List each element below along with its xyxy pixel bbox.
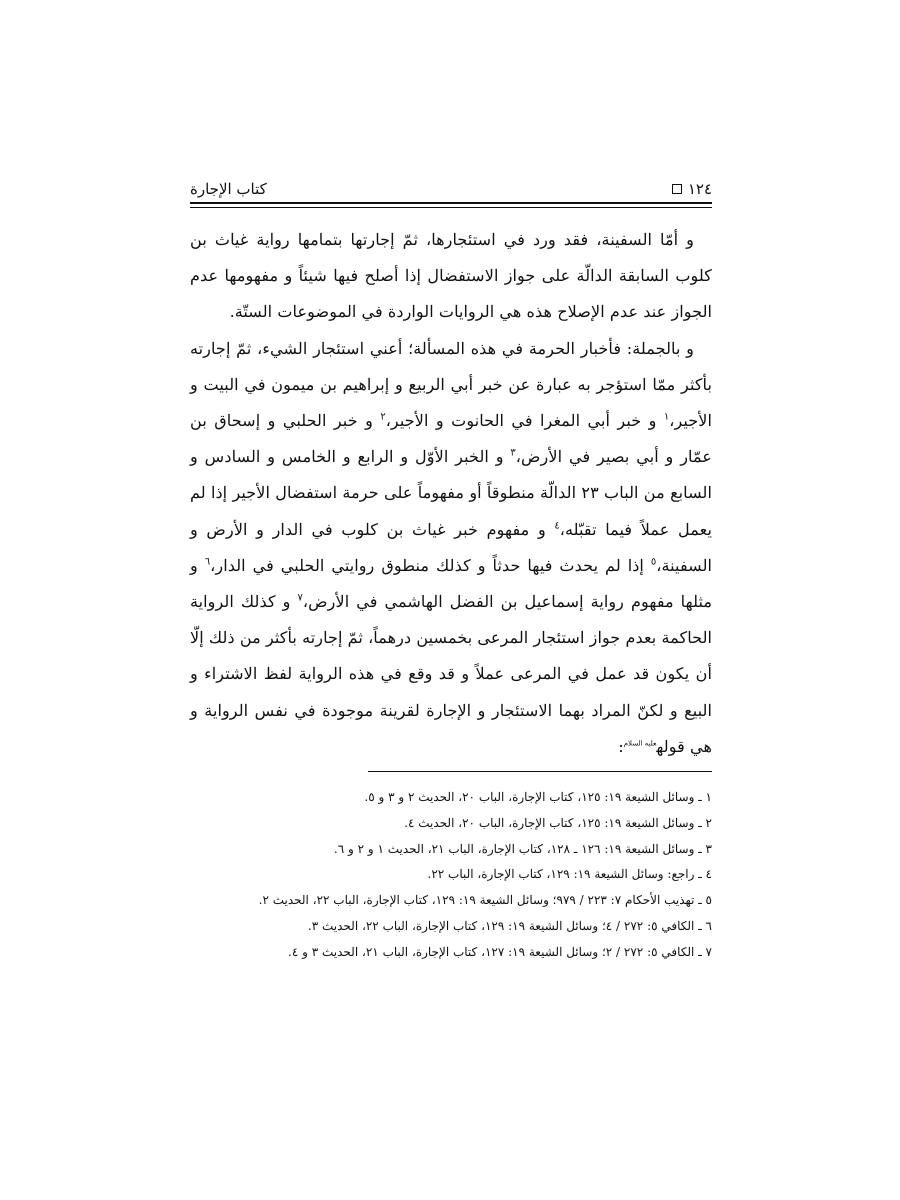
paragraph (190, 222, 712, 331)
footnote-item: ٦ ـ الكافي ٥: ٢٧٢ / ٤؛ وسائل الشيعة ١٩: ١٢٩، كتاب الإجارة، الباب ٢٢، الحديث ٣. (307, 918, 712, 933)
footnote-ref: ٢ (380, 411, 386, 423)
honorific-symbol: عليه السلام (623, 739, 657, 748)
paragraph-text: و خبر الحلبي و إسحاق بن عمّار و أبي بصير في الأرض، (190, 411, 712, 467)
main-text (190, 222, 712, 765)
footnotes (190, 785, 712, 966)
footnote-ref: ٦ (204, 556, 211, 568)
header-rule-thin (190, 207, 712, 208)
header-rule-thick (190, 202, 712, 204)
paragraph-text: و أمّا السفينة، فقد ورد في استئجارها، ثمّ إجارتها بتمامها رواية غياث بن كلوب السابقة الدالّة على جواز الاستفضال إذا أصلح فيها شيئاً و مفهومها عدم الجواز عند عدم الإصلاح هذه هي الروايات الواردة في الموضوعات الستّة. (190, 230, 712, 322)
footnote-item: ٤ ـ راجع: وسائل الشيعة ١٩: ١٢٩، كتاب الإجارة، الباب ٢٢. (427, 867, 712, 882)
footnote-item: ٣ ـ وسائل الشيعة ١٩: ١٢٦ ـ ١٢٨، كتاب الإجارة، الباب ٢١، الحديث ١ و ٢ و ٦. (333, 841, 712, 856)
page-number: ١٢٤ (687, 180, 712, 198)
paragraph-text: و الخبر الأوّل و الرابع و الخامس و السادس و السابع من الباب ٢٣ الدالّة منطوقاً أو مفهوماً على حرمة استفضال الأجير إذا لم يعمل عملاً فيما تقبّله، (190, 447, 712, 539)
footnote-ref: ٥ (650, 556, 657, 568)
footnote-ref: ٣ (510, 447, 516, 459)
paragraph-text: إذا لم يحدث فيها حدثاً و كذلك منطوق روايتي الحلبي في الدار، (210, 555, 651, 575)
footnote-ref: ٧ (297, 592, 303, 604)
footnote-separator (368, 771, 712, 772)
footnote-ref: ٤ (554, 520, 560, 532)
footnote-item: ٥ ـ تهذيب الأحكام ٧: ٢٢٣ / ٩٧٩؛ وسائل الشيعة ١٩: ١٢٩، كتاب الإجارة، الباب ٢٢، الحديث ٢. (258, 893, 712, 908)
page-header (190, 172, 712, 198)
footnote-item: ١ ـ وسائل الشيعة ١٩: ١٢٥، كتاب الإجارة، الباب ٢٠، الحديث ٢ و ٣ و ٥. (364, 790, 712, 804)
footnote-ref: ١ (663, 411, 670, 423)
paragraph-text: و خبر أبي المغرا في الحانوت و الأجير، (385, 411, 664, 431)
footnote-item: ٢ ـ وسائل الشيعة ١٩: ١٢٥، كتاب الإجارة، الباب ٢٠، الحديث ٤. (404, 815, 712, 830)
paragraph-end: : (618, 736, 624, 756)
page-number-group (672, 180, 712, 198)
book-title: كتاب الإجارة (190, 180, 267, 198)
paragraph-text: و كذلك الرواية الحاكمة بعدم جواز استئجار المرعى بخمسين درهماً، ثمّ إجارته بأكثر من ذلك إلّا أن يكون قد عمل في المرعى عملاً و قد وقع في هذه الرواية لفظ الاشتراء و البيع و لكنّ المراد بهما الاستئجار و الإجارة لقرينة موجودة في نفس الرواية و هي قوله (190, 592, 712, 756)
footnote-item: ٧ ـ الكافي ٥: ٢٧٢ / ٢؛ وسائل الشيعة ١٩: ١٢٧، كتاب الإجارة، الباب ٢١، الحديث ٣ و ٤. (288, 944, 712, 959)
paragraph-text: و بالجملة: فأخبار الحرمة في هذه المسألة؛ أعني استئجار الشيء، ثمّ إجارته بأكثر ممّا استؤجر به عبارة عن خبر أبي الربيع و إبراهيم بن ميمون في البيت و الأجير، (190, 338, 712, 431)
paragraph-text: و مثلها مفهوم رواية إسماعيل بن الفضل الهاشمي في الأرض، (190, 555, 712, 612)
paragraph (190, 331, 712, 765)
paragraph-text: و مفهوم خبر غياث بن كلوب في الدار و الأرض و السفينة، (190, 519, 712, 575)
square-icon (672, 184, 682, 194)
